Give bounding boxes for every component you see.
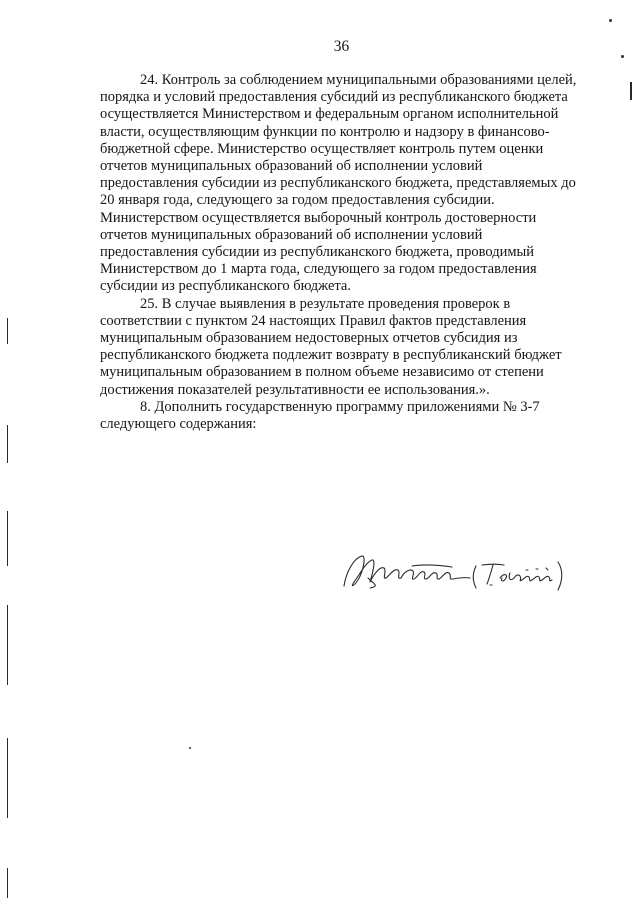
scan-artifact: [621, 55, 624, 58]
text-line: власти, осуществляющим функции по контролю и надзору в финансово-: [100, 123, 550, 140]
text-line: Министерством до 1 марта года, следующего за годом предоставления: [100, 261, 537, 278]
text-line: республиканского бюджета подлежит возврату в республиканский бюджет: [100, 347, 562, 364]
text-line: предоставления субсидии из республиканского бюджета, представляемых до: [100, 175, 576, 192]
text-line: бюджетной сфере. Министерство осуществляет контроль путем оценки: [100, 140, 544, 157]
text-line: порядка и условий предоставления субсидий из республиканского бюджета: [100, 89, 568, 106]
text-line: Министерством осуществляется выборочный контроль достоверности: [100, 209, 537, 226]
paragraph: [100, 399, 597, 433]
scan-artifact: [7, 868, 8, 898]
scan-artifact: [7, 318, 8, 344]
scan-artifact: [7, 511, 8, 566]
scan-artifact: [630, 82, 632, 100]
scan-artifact: [7, 738, 8, 818]
text-line: соответствии с пунктом 24 настоящих Правил фактов представления: [100, 312, 527, 329]
text-line: 8. Дополнить государственную программу приложениями № 3-7: [140, 398, 540, 415]
text-line: 20 января года, следующего за годом предоставления субсидии.: [100, 192, 495, 209]
handwritten-signature: [340, 548, 600, 596]
page-number: 36: [333, 38, 350, 55]
text-line: муниципальным образованием в полном объеме независимо от степени: [100, 364, 544, 381]
paragraph: [100, 296, 597, 399]
text-line: следующего содержания:: [100, 416, 257, 433]
scan-artifact: [7, 605, 8, 685]
document-body: [100, 72, 597, 433]
scan-artifact: [609, 19, 612, 22]
text-line: субсидии из республиканского бюджета.: [100, 278, 351, 295]
text-line: отчетов муниципальных образований об исполнении условий: [100, 226, 483, 243]
text-line: 25. В случае выявления в результате проведения проверок в: [140, 295, 511, 312]
text-line: достижения показателей результативности ее использования.».: [100, 381, 490, 398]
scan-artifact: [7, 425, 8, 463]
text-line: отчетов муниципальных образований об исполнении условий: [100, 158, 483, 175]
scan-artifact: [189, 747, 191, 749]
text-line: осуществляется Министерством и федеральным органом исполнительной: [100, 106, 559, 123]
text-line: предоставления субсидии из республиканского бюджета, проводимый: [100, 244, 535, 261]
paragraph: [100, 72, 597, 296]
text-line: муниципальным образованием недостоверных отчетов субсидия из: [100, 330, 518, 347]
text-line: 24. Контроль за соблюдением муниципальными образованиями целей,: [140, 72, 577, 88]
